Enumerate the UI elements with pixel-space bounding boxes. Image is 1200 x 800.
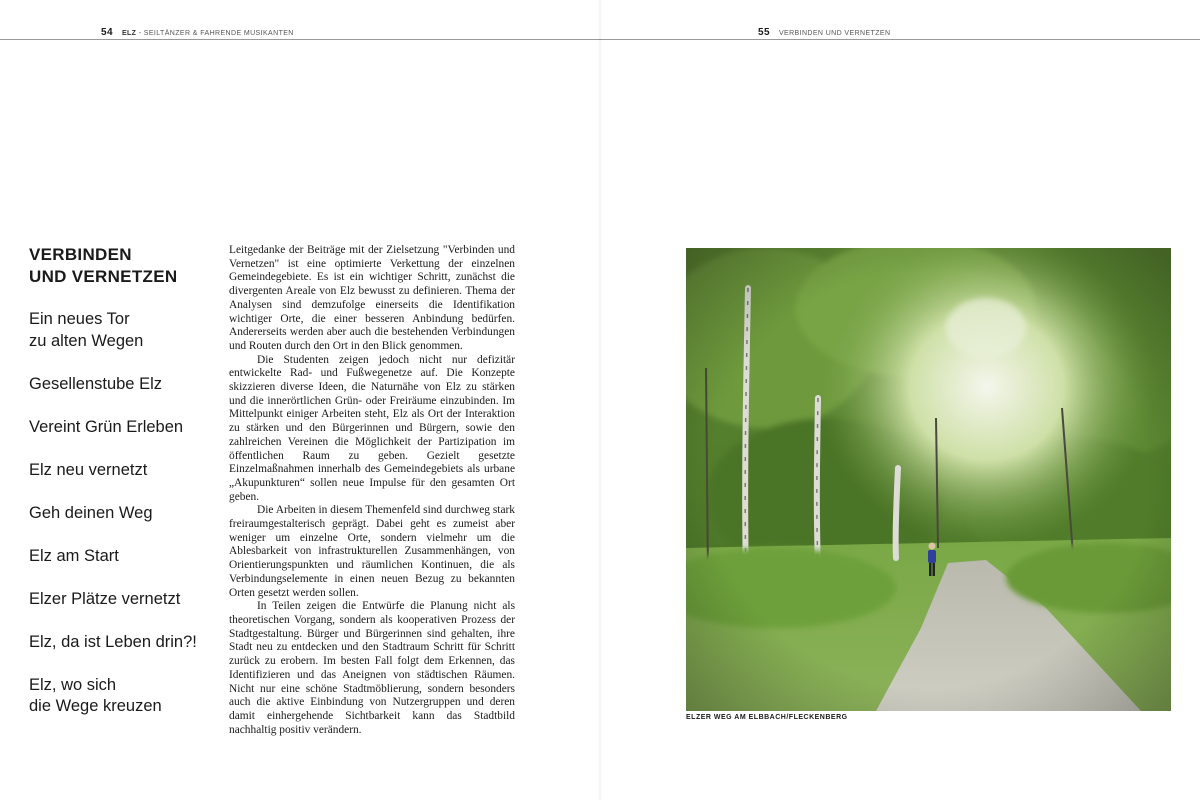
paragraph: Leitgedanke der Beiträge mit der Zielsetzung "Verbinden und Vernetzen" ist eine optimierte Verkettung der einzelnen Gemeindegebiete. Es ist ein wichtiger Schritt, zunächst die divergenten Areale von Elz bewusst zu definieren. Thema der Analysen sind demzufolge einerseits die Identifikation wichtiger Orte, die einer besseren Anbindung bedürfen. Andererseits werden aber auch die bestehenden Verbindungen und Routen durch den Ort in den Blick genommen.: [229, 244, 515, 352]
forest-path-photo: [686, 248, 1171, 711]
header-section: ELZ: [121, 30, 137, 37]
left-header-rule: [0, 39, 600, 40]
right-page-header: [758, 27, 890, 39]
paragraph: Die Arbeiten in diesem Themenfeld sind durchweg stark freiraumgestalterisch geprägt. Dabei geht es zumeist aber weniger um einzelne Orte, sondern vielmehr um die Ablesbarkeit von infrastrukturellen Zusammenhängen, von Orientierungspunkten und räumlichen Kontinuen, die als Verbindungselemente in einen neuen Bezug zu bekannten Orten gesetzt werden sollen.: [229, 504, 515, 599]
project-item: Vereint Grün Erleben: [29, 417, 184, 436]
right-header-rule: [600, 39, 1200, 40]
paragraph: Die Studenten zeigen jedoch nicht nur defizitär entwickelte Rad- und Fußwegenetze auf. Die Konzepte skizzieren diverse Ideen, die Naturnähe von Elz zu stärken und die innerörtlichen Grün- oder Freiräume einzubinden. Im Mittelpunkt einiger Arbeiten steht, Elz als Ort der Interaktion zu stärken und den Bürgerinnen und Bürgern, sowie den zahlreichen Vereinen die Möglichkeit der Partizipation im öffentlichen Raum zu geben. Gezielt gesetzte Einzelmaßnahmen innerhalb des Gemeindegebiets als urbane „Akupunkturen“ sollen neue Impulse für den gesamten Ort geben.: [229, 353, 515, 503]
heading-line-1: VERBINDEN: [29, 245, 132, 264]
header-title: VERBINDEN UND VERNETZEN: [778, 30, 891, 37]
left-page-header: [101, 27, 294, 39]
project-item: Ein neues Tor zu alten Wegen: [29, 310, 144, 350]
project-item: Elz, da ist Leben drin?!: [29, 632, 197, 651]
project-item: Geh deinen Weg: [29, 503, 153, 522]
body-text: [229, 244, 515, 737]
spread-gutter: [598, 0, 602, 800]
left-page-number: 54: [101, 27, 113, 38]
project-list: [29, 309, 219, 739]
paragraph: In Teilen zeigen die Entwürfe die Planung nicht als theoretischen Vorgang, sondern als kooperativen Prozess der Stadtgestaltung. Bürger und Bürgerinnen sind gehalten, ihre Stadt neu zu entdecken und den Stadtraum Schritt für Schritt zurück zu erobern. Im besten Fall folgt dem Erkennen, das Identifizieren und das Aneignen von städtischen Räumen. Nicht nur eine schöne Stadtmöblierung, sondern besonders auch die aktive Einbindung von Nutzergruppen und deren damit einhergehende Sichtbarkeit kann das Stadtbild nachhaltig positiv verändern.: [229, 600, 515, 736]
right-page: [600, 0, 1200, 800]
right-page-number: 55: [758, 27, 770, 38]
section-heading: [29, 244, 219, 288]
heading-line-2: UND VERNETZEN: [29, 267, 178, 286]
project-item: Elz, wo sich die Wege kreuzen: [29, 675, 162, 715]
header-title: - SEILTÄNZER & FAHRENDE MUSIKANTEN: [138, 30, 294, 37]
photo-caption: ELZER WEG AM ELBBACH/FLECKENBERG: [686, 714, 848, 721]
project-item: Gesellenstube Elz: [29, 374, 162, 393]
project-item: Elz am Start: [29, 546, 119, 565]
project-item: Elz neu vernetzt: [29, 460, 148, 479]
project-item: Elzer Plätze vernetzt: [29, 589, 181, 608]
